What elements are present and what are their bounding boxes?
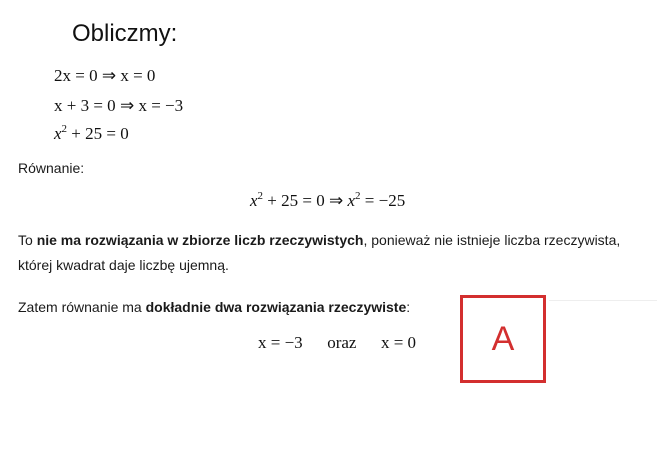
center-equation: [250, 191, 405, 211]
implies-arrow: ⇒: [119, 96, 135, 115]
var-x: x: [250, 191, 258, 210]
equation-2-rhs: x = −3: [138, 96, 184, 115]
rownanie-label: Równanie:: [18, 160, 85, 176]
final-solutions: [258, 333, 416, 353]
equation-2: [54, 96, 183, 116]
equation-1: [54, 66, 155, 86]
paragraph-prefix: To: [18, 232, 37, 248]
explanation-paragraph: [18, 228, 658, 278]
answer-box: [460, 295, 546, 383]
paragraph-suffix: , ponieważ nie istnieje liczba rzeczywista, której kwadrat daje liczbę ujemną.: [18, 232, 621, 273]
solution-connector: oraz: [327, 333, 357, 352]
equation-1-rhs: x = 0: [120, 66, 156, 85]
var-x: x: [54, 124, 62, 143]
exponent-2: 2: [61, 123, 68, 135]
equation-2-lhs: x + 3 = 0: [54, 96, 116, 115]
conclusion-suffix: :: [406, 299, 411, 315]
conclusion-line: [18, 299, 410, 315]
implies-arrow: ⇒: [101, 66, 117, 85]
heading: Obliczmy:: [72, 20, 178, 47]
exponent-2: 2: [355, 190, 361, 202]
divider: [549, 300, 657, 301]
equation-3: [54, 124, 129, 144]
equation-3-rest: + 25 = 0: [71, 124, 129, 143]
center-equation-part1: + 25 = 0 ⇒: [267, 191, 348, 210]
conclusion-prefix: Zatem równanie ma: [18, 299, 146, 315]
solution-second: x = 0: [380, 333, 417, 352]
equation-1-lhs: 2x = 0: [54, 66, 98, 85]
solution-first: x = −3: [258, 333, 303, 352]
var-x: x: [347, 191, 356, 210]
center-equation-part2: = −25: [364, 191, 406, 210]
paragraph-bold: nie ma rozwiązania w zbiorze liczb rzeczywistych: [36, 232, 364, 248]
exponent-2: 2: [257, 190, 264, 202]
answer-letter: A: [491, 320, 515, 358]
conclusion-bold: dokładnie dwa rozwiązania rzeczywiste: [145, 299, 407, 315]
